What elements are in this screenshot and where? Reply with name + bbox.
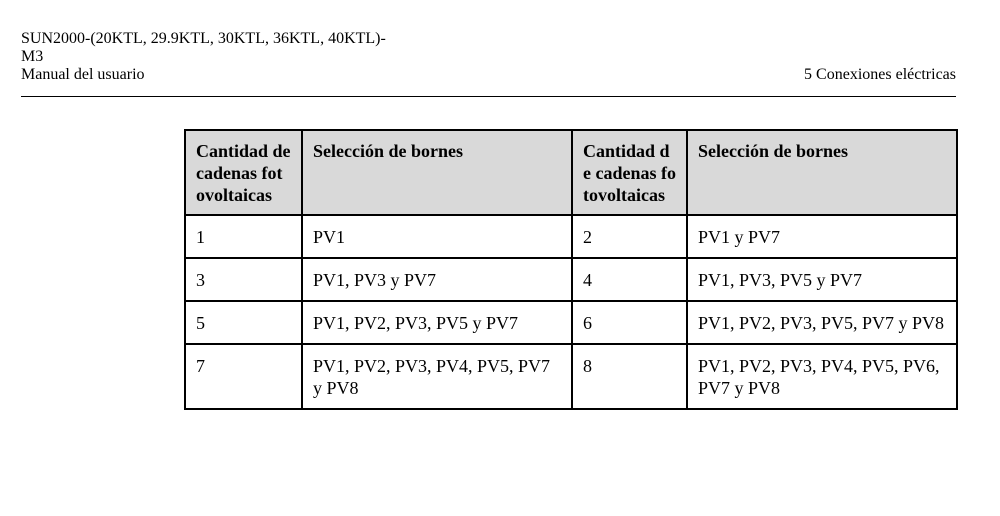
header-row <box>21 66 956 84</box>
manual-name: Manual del usuario <box>21 66 145 83</box>
string-count-cell: 5 <box>185 301 302 344</box>
product-title-line-2: M3 <box>21 48 44 65</box>
string-count-cell: 6 <box>572 301 687 344</box>
product-title-line-1: SUN2000-(20KTL, 29.9KTL, 30KTL, 36KTL, 40KTL)- <box>21 30 386 47</box>
terminal-selection-cell: PV1 <box>302 215 572 258</box>
column-header-terminal-selection: Selección de bornes <box>302 130 572 215</box>
chapter-title: 5 Conexiones eléctricas <box>804 66 956 83</box>
table-row <box>185 344 957 409</box>
string-count-cell: 2 <box>572 215 687 258</box>
column-header-string-count: Cantidad de cadenas fotovoltaicas <box>185 130 302 215</box>
string-count-cell: 8 <box>572 344 687 409</box>
terminal-selection-cell: PV1, PV3 y PV7 <box>302 258 572 301</box>
string-count-cell: 3 <box>185 258 302 301</box>
string-count-cell: 7 <box>185 344 302 409</box>
table-row <box>185 215 957 258</box>
column-header-string-count: Cantidad de cadenas fotovoltaicas <box>572 130 687 215</box>
table-row <box>185 301 957 344</box>
terminal-selection-cell: PV1, PV3, PV5 y PV7 <box>687 258 957 301</box>
table-header-row <box>185 130 957 215</box>
column-header-terminal-selection: Selección de bornes <box>687 130 957 215</box>
string-count-cell: 4 <box>572 258 687 301</box>
terminal-selection-cell: PV1, PV2, PV3, PV4, PV5, PV6, PV7 y PV8 <box>687 344 957 409</box>
terminal-selection-table <box>184 129 958 410</box>
terminal-selection-cell: PV1, PV2, PV3, PV5 y PV7 <box>302 301 572 344</box>
string-count-cell: 1 <box>185 215 302 258</box>
product-title <box>21 30 541 66</box>
terminal-selection-cell: PV1, PV2, PV3, PV5, PV7 y PV8 <box>687 301 957 344</box>
terminal-selection-cell: PV1 y PV7 <box>687 215 957 258</box>
terminal-selection-cell: PV1, PV2, PV3, PV4, PV5, PV7 y PV8 <box>302 344 572 409</box>
page-header <box>21 30 956 84</box>
table-row <box>185 258 957 301</box>
header-divider <box>21 96 956 97</box>
